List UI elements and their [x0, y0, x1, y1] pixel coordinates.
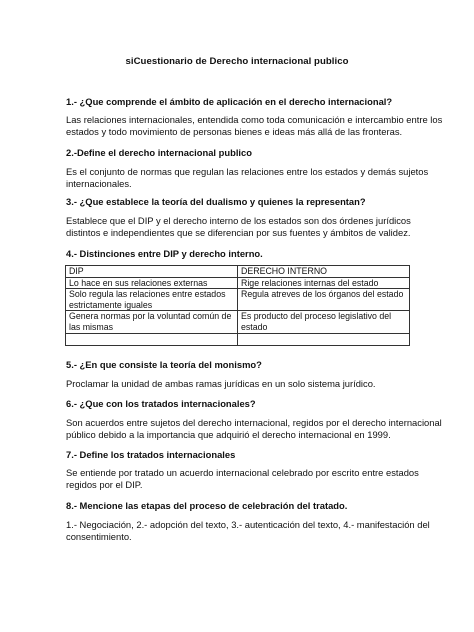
table-row — [66, 277, 410, 289]
table-header-derecho-interno: DERECHO INTERNO — [238, 266, 410, 278]
answer-6 — [66, 417, 442, 442]
answer-3 — [66, 215, 416, 240]
answer-2 — [66, 166, 429, 191]
table-cell — [66, 333, 238, 345]
answer-2-line-2: internacionales. — [66, 178, 132, 190]
document-title: siCuestionario de Derecho internacional publico — [125, 56, 349, 67]
table-cell: Rige relaciones internas del estado — [238, 277, 410, 289]
answer-2-line-1: Es el conjunto de normas que regulan las relaciones entre los estados y demás sujetos — [66, 166, 429, 177]
table-cell: Solo regula las relaciones entre estados estrictamente iguales — [66, 289, 238, 311]
table-row — [66, 311, 410, 333]
answer-1-line-2: estados y todo movimiento de personas bienes e ideas más allá de las fronteras. — [66, 126, 403, 138]
answer-7 — [66, 467, 419, 492]
table-header-row — [66, 266, 410, 278]
answer-6-line-1: Son acuerdos entre sujetos del derecho internacional, regidos por el derecho internacional — [66, 417, 442, 428]
table-row — [66, 289, 410, 311]
table-header-dip: DIP — [66, 266, 238, 278]
question-2: 2.-Define el derecho internacional publico — [66, 147, 252, 158]
answer-7-line-1: Se entiende por tratado un acuerdo internacional celebrado por escrito entre estados — [66, 467, 419, 478]
answer-6-line-2: público debido a la importancia que adquirió el derecho internacional en 1999. — [66, 429, 391, 441]
answer-1 — [66, 114, 443, 139]
table-cell: Es producto del proceso legislativo del estado — [238, 311, 410, 333]
table-cell: Regula atreves de los órganos del estado — [238, 289, 410, 311]
question-4: 4.- Distinciones entre DIP y derecho interno. — [66, 248, 263, 259]
answer-5-line-1: Proclamar la unidad de ambas ramas jurídicas en un solo sistema jurídico. — [66, 378, 376, 389]
answer-8-line-2: consentimiento. — [66, 531, 132, 543]
question-3: 3.- ¿Que establece la teoría del dualismo y quienes la representan? — [66, 196, 366, 207]
question-8: 8.- Mencione las etapas del proceso de celebración del tratado. — [66, 500, 348, 511]
table-cell — [238, 333, 410, 345]
table-cell: Genera normas por la voluntad común de las mismas — [66, 311, 238, 333]
table-cell: Lo hace en sus relaciones externas — [66, 277, 238, 289]
answer-8 — [66, 519, 430, 544]
answer-3-line-2: distintos e independientes que se diferencian por sus fuentes y ámbitos de validez. — [66, 227, 411, 239]
answer-3-line-1: Establece que el DIP y el derecho interno de los estados son dos órdenes jurídicos — [66, 215, 411, 226]
question-1: 1.- ¿Que comprende el ámbito de aplicación en el derecho internacional? — [66, 96, 393, 107]
distinctions-table — [65, 265, 410, 346]
answer-7-line-2: regidos por el DIP. — [66, 479, 143, 491]
answer-8-line-1: 1.- Negociación, 2.- adopción del texto, 3.- autenticación del texto, 4.- manifestación del — [66, 519, 430, 530]
question-7: 7.- Define los tratados internacionales — [66, 449, 236, 460]
question-6: 6.- ¿Que con los tratados internacionales? — [66, 398, 256, 409]
answer-1-line-1: Las relaciones internacionales, entendida como toda comunicación e intercambio entre los — [66, 114, 443, 125]
question-5: 5.- ¿En que consiste la teoría del monismo? — [66, 359, 262, 370]
table-row — [66, 333, 410, 345]
answer-5 — [66, 378, 416, 390]
